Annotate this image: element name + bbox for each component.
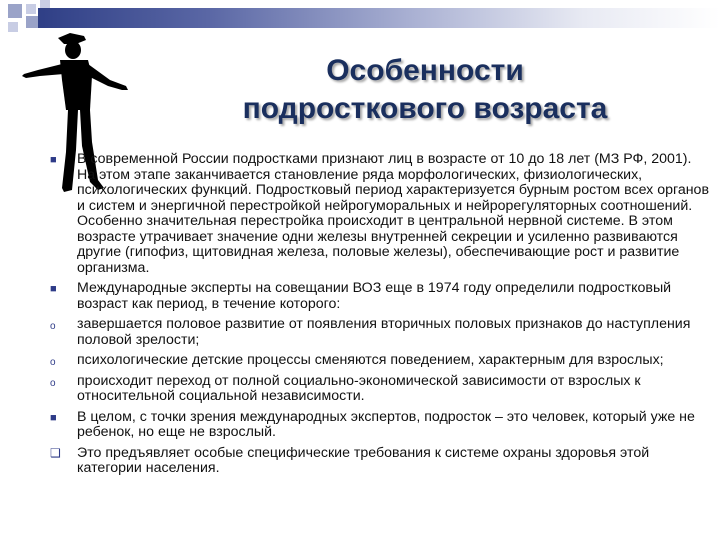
paragraph-text: Международные эксперты на совещании ВОЗ еще в 1974 году определили подростковый возраст как период, в течение которого:	[77, 280, 672, 312]
list-item	[50, 152, 710, 276]
square-bullet-icon: ■	[50, 283, 57, 295]
list-item	[50, 281, 710, 312]
circle-bullet-icon: o	[50, 377, 56, 389]
list-item	[50, 317, 710, 348]
paragraph-text: психологические детские процессы сменяются поведением, характерным для взрослых;	[77, 352, 664, 368]
square-bullet-icon: ■	[50, 411, 57, 424]
list-item	[50, 374, 710, 405]
paragraph-text: Это предъявляет особые специфические требования к системе охраны здоровья этой категории населения.	[77, 444, 650, 476]
list-item	[50, 353, 710, 369]
paragraph-text: завершается половое развитие от появления вторичных половых признаков до наступления половой зрелости;	[77, 316, 691, 348]
title-line-1: Особенности	[326, 54, 524, 87]
decor-square	[26, 16, 38, 28]
paragraph-text: В современной России подростками признают лиц в возрасте от 10 до 18 лет (МЗ РФ, 2001). На этом этапе заканчивается становление ряда морфологических, физиологических, психологических функций. Подростковый период характеризуется бурным ростом всех органов и систем и энергичной перестройкой нейрогуморальных и нейрорегуляторных соотношений. Особенно значительная перестройка происходит в центральной нервной системе. В этом возрасте утрачивает значение одни железы внутренней секреции и усиленно развиваются другие (гипофиз, щитовидная железа, половые железы), обеспечивающие рост и развитие организма.	[77, 151, 709, 276]
paragraph-text: В целом, с точки зрения международных экспертов, подросток – это человек, который уже не ребенок, но еще не взрослый.	[77, 408, 695, 440]
decor-square	[26, 4, 36, 14]
checkbox-bullet-icon: ❑	[50, 445, 61, 460]
decor-square	[8, 22, 18, 32]
slide-title	[200, 52, 650, 128]
circle-bullet-icon: o	[50, 321, 56, 332]
circle-bullet-icon: o	[50, 357, 56, 368]
list-item	[50, 446, 710, 477]
paragraph-text: происходит переход от полной социально-экономической зависимости от взрослых к относительной социальной независимости.	[77, 372, 641, 404]
slide-body	[50, 152, 710, 479]
title-line-2: подросткового возраста	[242, 92, 608, 125]
header-gradient-bar	[38, 8, 720, 28]
decor-square	[8, 4, 22, 18]
square-bullet-icon: ■	[50, 154, 57, 166]
list-item	[50, 410, 710, 441]
